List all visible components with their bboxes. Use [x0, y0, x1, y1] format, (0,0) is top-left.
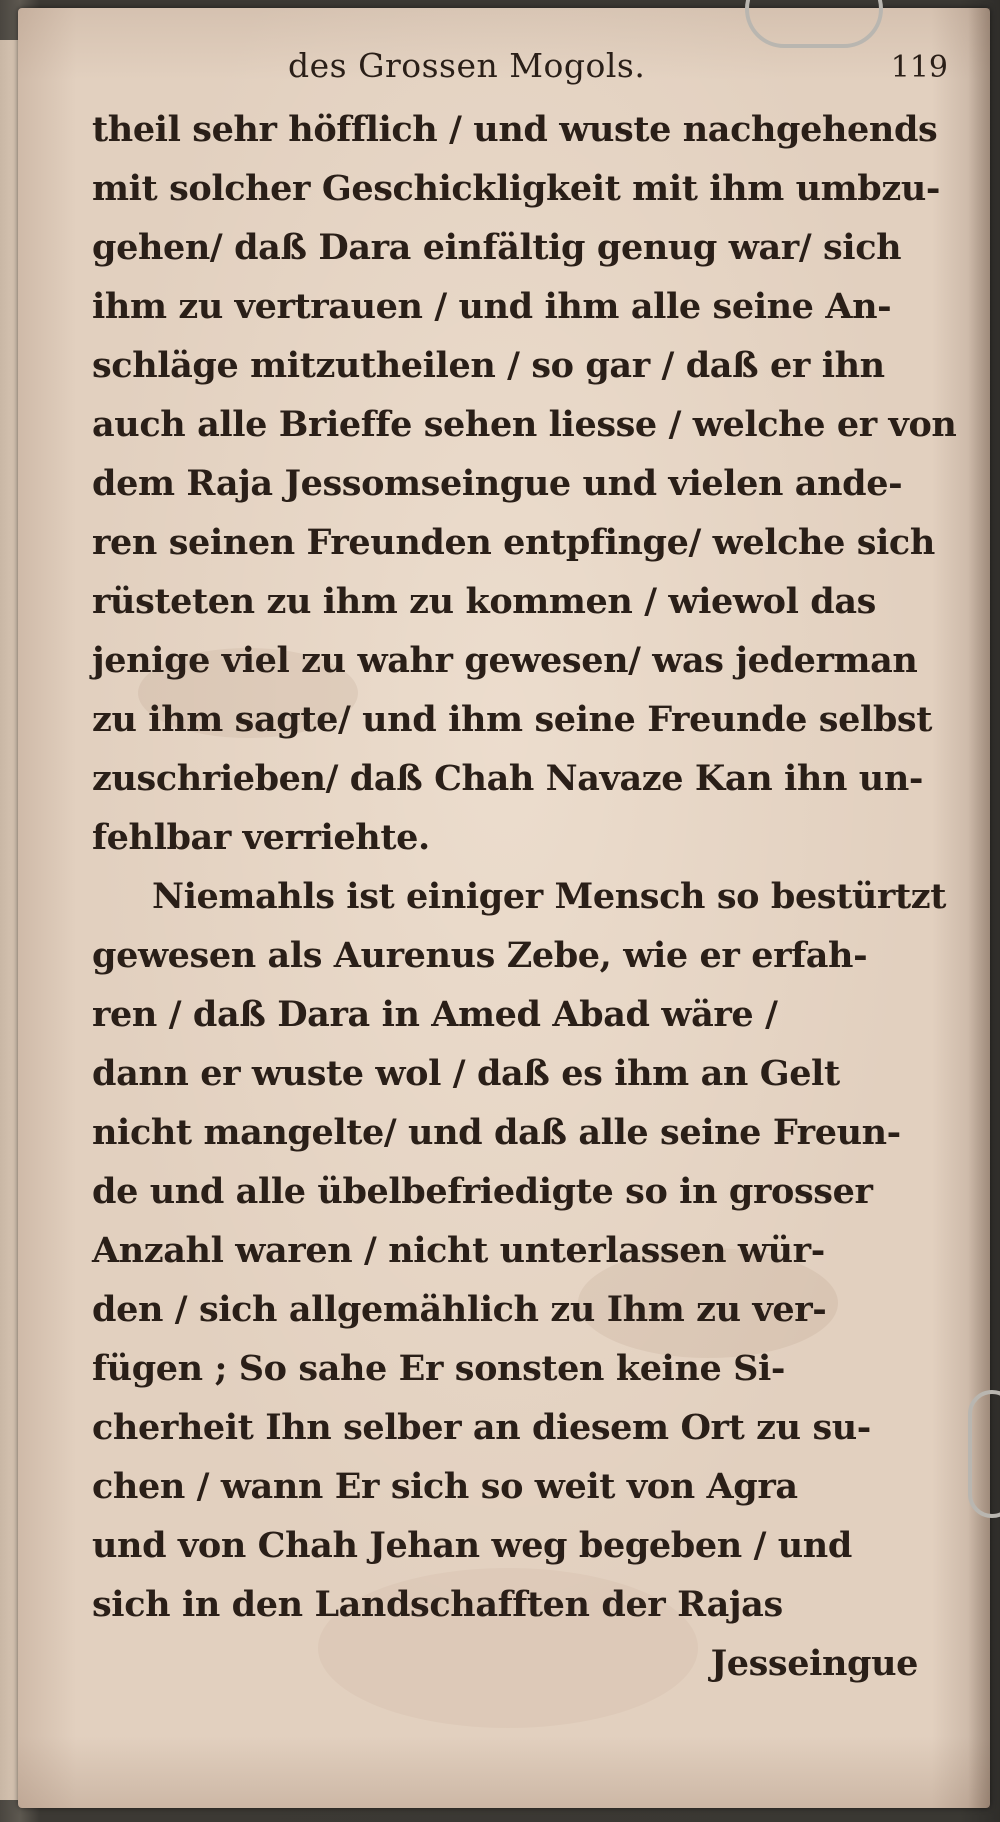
text-line: und von Chah Jehan weg begeben / und	[92, 1525, 852, 1566]
text-line: theil sehr höfflich / und wuste nachgehends	[92, 109, 938, 150]
text-line: dem Raja Jessomseingue und vielen ande-	[92, 463, 903, 504]
binding-clip-top	[745, 0, 883, 48]
text-line: ren / daß Dara in Amed Abad wäre /	[92, 994, 778, 1035]
text-line: schläge mitzutheilen / so gar / daß er ihn	[92, 345, 885, 386]
text-line: jenige viel zu wahr gewesen/ was jederman	[92, 640, 918, 681]
text-line: Niemahls ist einiger Mensch so bestürtzt	[152, 876, 946, 917]
text-line: den / sich allgemählich zu Ihm zu ver-	[92, 1289, 827, 1330]
text-line: auch alle Brieffe sehen liesse / welche er von	[92, 404, 957, 445]
text-line: gehen/ daß Dara einfältig genug war/ sich	[92, 227, 902, 268]
binding-clip-right	[968, 1390, 1000, 1518]
book-page	[18, 8, 990, 1808]
catchword: Jesseingue	[710, 1643, 918, 1684]
text-line: rüsteten zu ihm zu kommen / wiewol das	[92, 581, 876, 622]
text-line: cherheit Ihn selber an diesem Ort zu su-	[92, 1407, 871, 1448]
text-line: fehlbar verriehte.	[92, 817, 430, 858]
running-title: des Grossen Mogols.	[288, 46, 646, 85]
text-line: gewesen als Aurenus Zebe, wie er erfah-	[92, 935, 868, 976]
text-line: zuschrieben/ daß Chah Navaze Kan ihn un-	[92, 758, 924, 799]
body-text	[92, 100, 957, 1693]
page-number: 119	[890, 50, 948, 85]
page-header	[78, 42, 948, 94]
text-line: ihm zu vertrauen / und ihm alle seine An-	[92, 286, 892, 327]
text-line: chen / wann Er sich so weit von Agra	[92, 1466, 798, 1507]
text-line: nicht mangelte/ und daß alle seine Freun-	[92, 1112, 901, 1153]
text-line: mit solcher Geschickligkeit mit ihm umbzu-	[92, 168, 941, 209]
text-line: dann er wuste wol / daß es ihm an Gelt	[92, 1053, 840, 1094]
page-right-shadow	[968, 8, 990, 1808]
text-line: Anzahl waren / nicht unterlassen wür-	[92, 1230, 825, 1271]
text-line: fügen ; So sahe Er sonsten keine Si-	[92, 1348, 786, 1389]
text-line: sich in den Landschafften der Rajas	[92, 1584, 783, 1625]
text-line: de und alle übelbefriedigte so in grosser	[92, 1171, 873, 1212]
text-line: ren seinen Freunden entpfinge/ welche sich	[92, 522, 935, 563]
text-line: zu ihm sagte/ und ihm seine Freunde selbst	[92, 699, 932, 740]
